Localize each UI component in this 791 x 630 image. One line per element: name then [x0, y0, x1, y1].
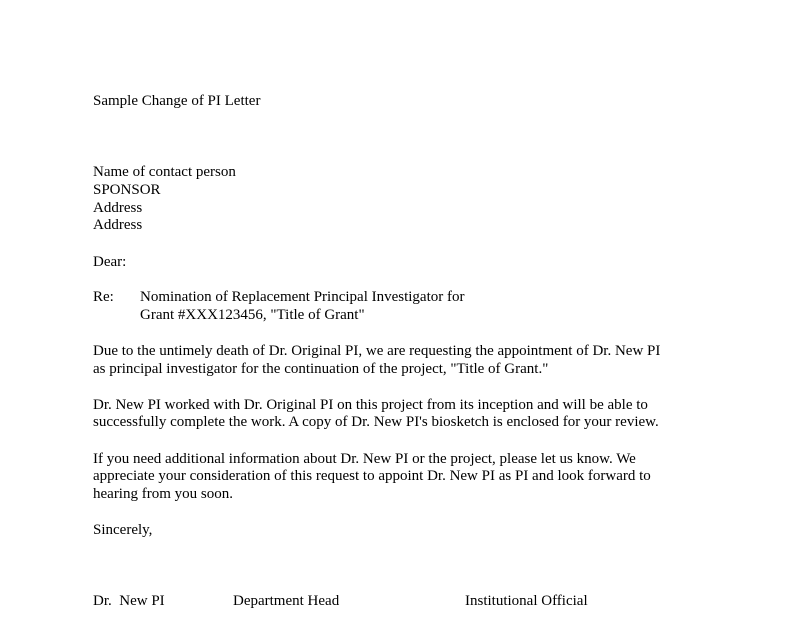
closing: Sincerely,	[93, 522, 153, 538]
letter-title: Sample Change of PI Letter	[93, 93, 261, 109]
paragraph-line: as principal investigator for the continuation of the project, "Title of Grant."	[93, 361, 549, 377]
paragraph-line: If you need additional information about Dr. New PI or the project, please let us know. We	[93, 451, 636, 467]
re-line-2: Grant #XXX123456, "Title of Grant"	[140, 307, 365, 323]
paragraph-line: hearing from you soon.	[93, 486, 233, 502]
re-line-1: Nomination of Replacement Principal Investigator for	[140, 289, 465, 305]
address-line-2: Address	[93, 217, 143, 233]
paragraph-line: Due to the untimely death of Dr. Original PI, we are requesting the appointment of Dr. New PI	[93, 343, 661, 359]
contact-person: Name of contact person	[93, 164, 236, 180]
signature-institutional-official: Institutional Official	[465, 593, 588, 609]
address-line-1: Address	[93, 200, 143, 216]
salutation: Dear:	[93, 254, 127, 270]
re-label: Re:	[93, 289, 114, 305]
paragraph-line: successfully complete the work. A copy of Dr. New PI's biosketch is enclosed for your review.	[93, 414, 659, 430]
sponsor-line: SPONSOR	[93, 182, 161, 198]
paragraph-line: appreciate your consideration of this request to appoint Dr. New PI as PI and look forward to	[93, 468, 651, 484]
signature-new-pi: Dr. New PI	[93, 593, 165, 609]
signature-department-head: Department Head	[233, 593, 340, 609]
paragraph-line: Dr. New PI worked with Dr. Original PI on this project from its inception and will be able to	[93, 397, 648, 413]
